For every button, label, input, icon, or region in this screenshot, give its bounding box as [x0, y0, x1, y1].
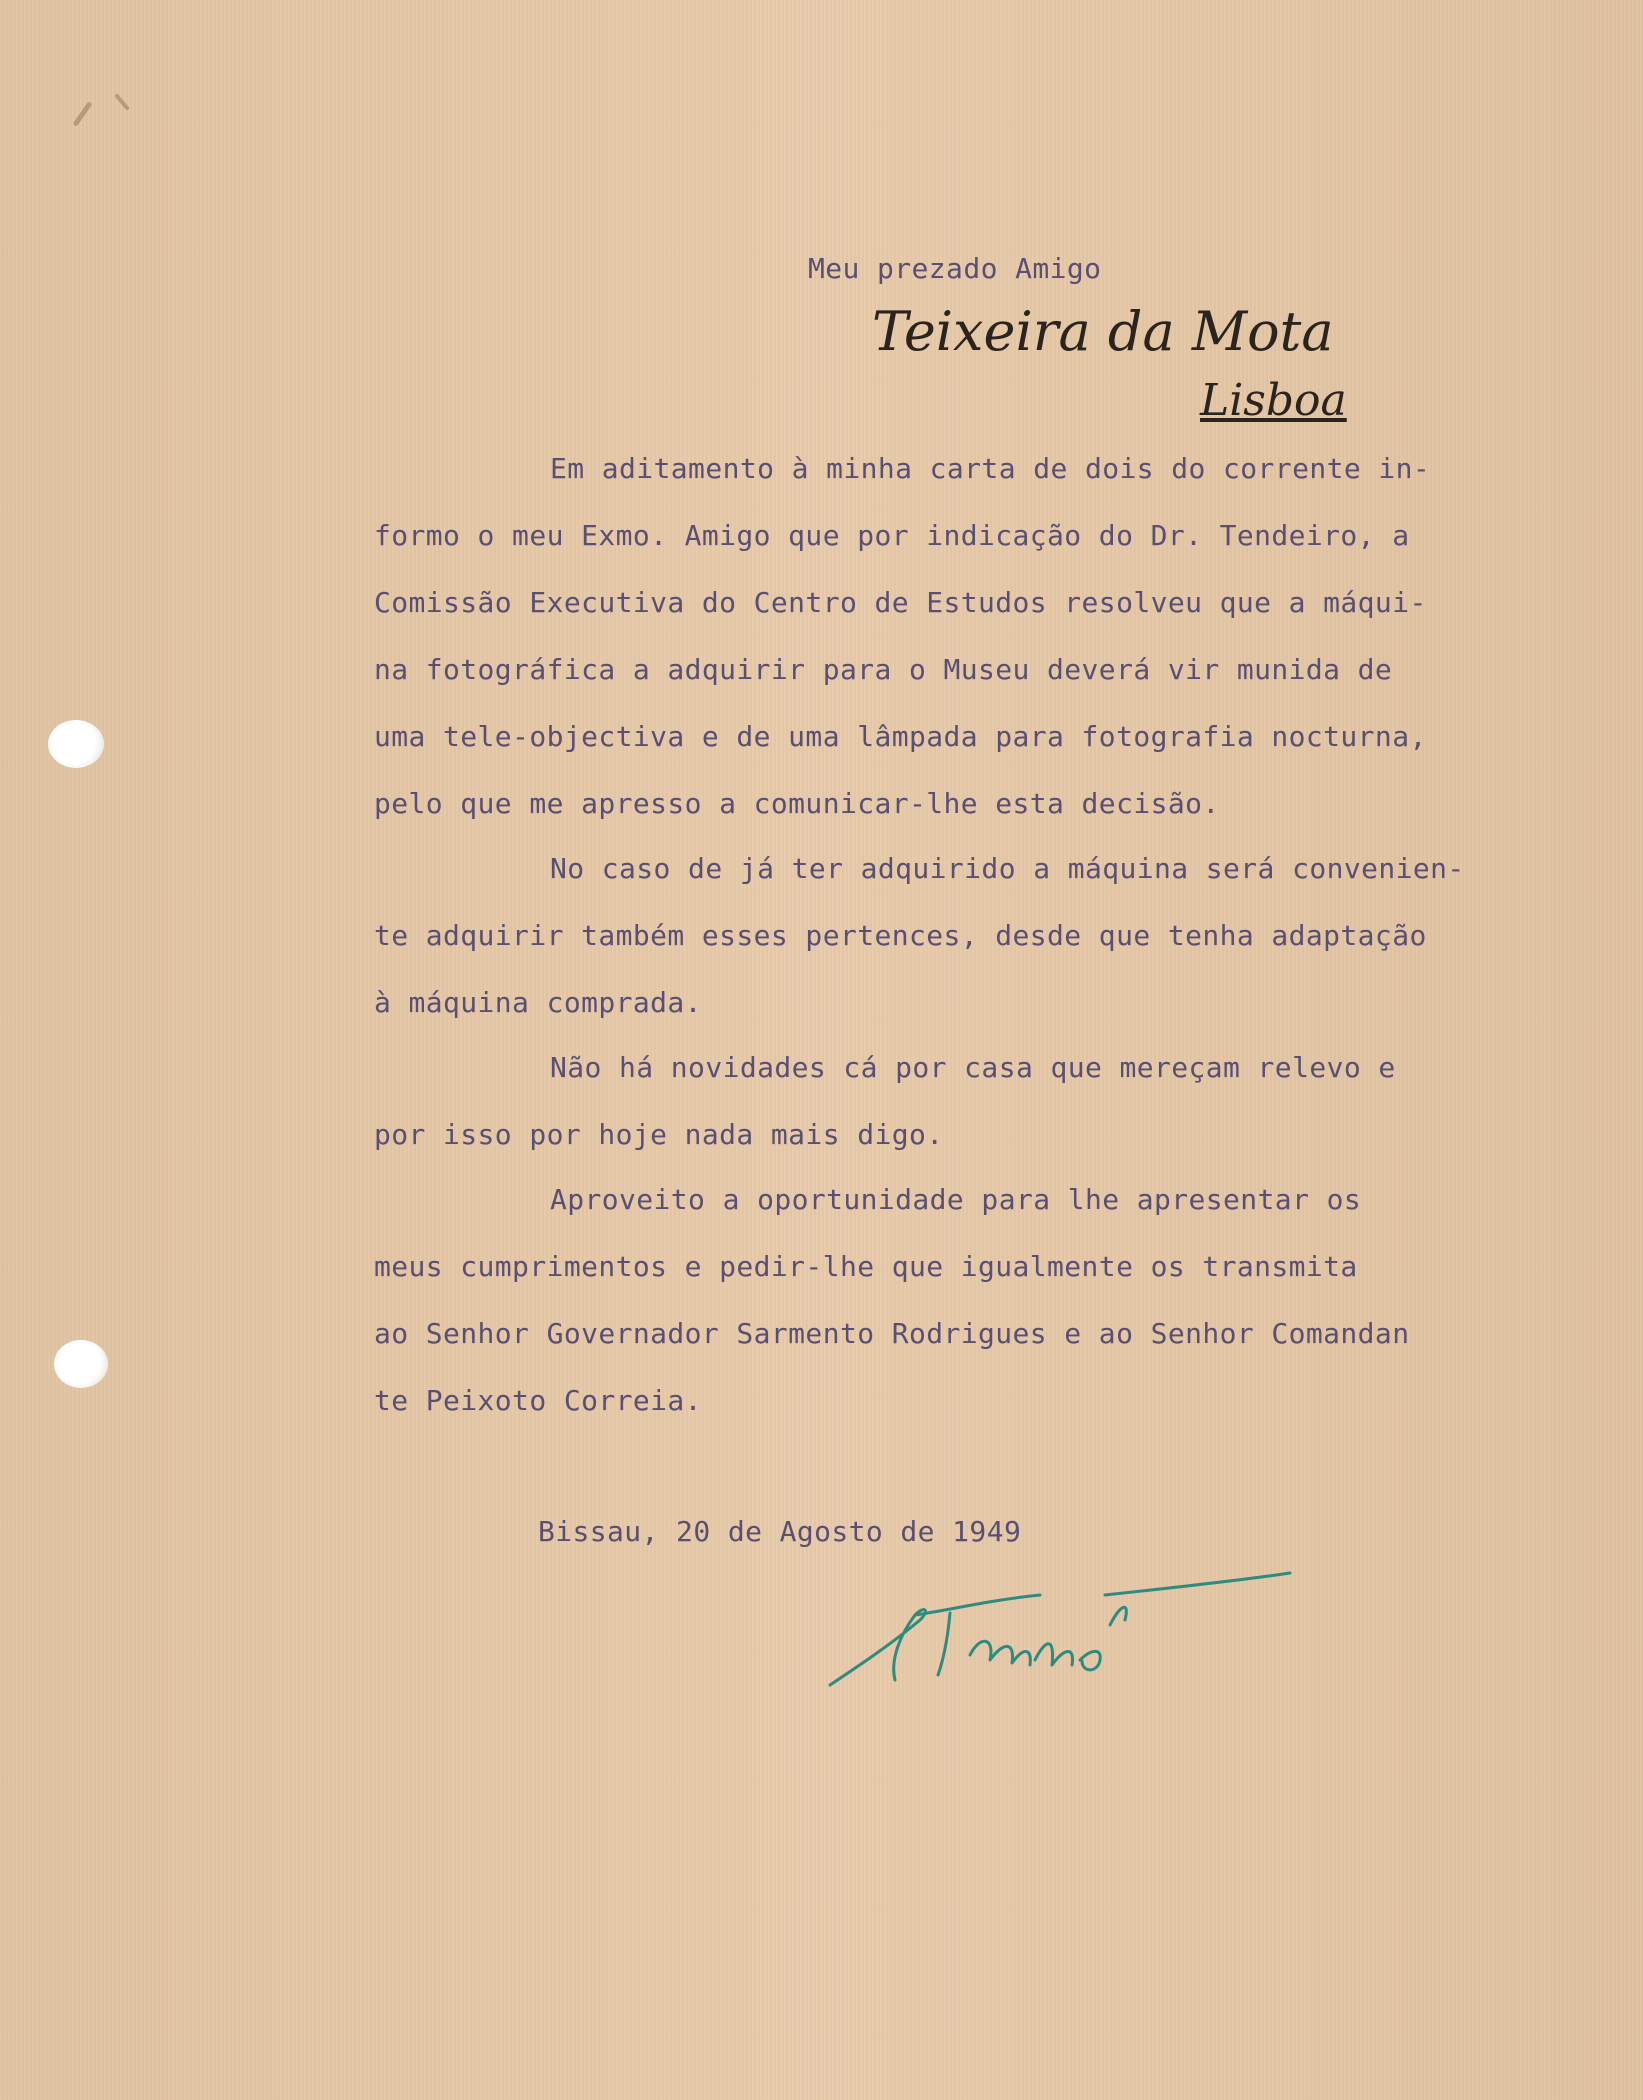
- recipient-place: Lisboa: [1200, 375, 1347, 426]
- body-line: à máquina comprada.: [374, 986, 702, 1019]
- body-line: Aproveito a oportunidade para lhe apresentar os: [550, 1183, 1362, 1216]
- body-line: pelo que me apresso a comunicar-lhe esta decisão.: [374, 787, 1220, 820]
- body-line: formo o meu Exmo. Amigo que por indicação do Dr. Tendeiro, a: [374, 519, 1410, 552]
- body-line: meus cumprimentos e pedir-lhe que igualmente os transmita: [374, 1250, 1358, 1283]
- date-line: Bissau, 20 de Agosto de 1949: [538, 1515, 1022, 1548]
- body-line: ao Senhor Governador Sarmento Rodrigues e ao Senhor Comandan: [374, 1317, 1410, 1350]
- body-line: na fotográfica a adquirir para o Museu deverá vir munida de: [374, 653, 1393, 686]
- paper-mark: [72, 101, 92, 127]
- body-line: te adquirir também esses pertences, desde que tenha adaptação: [374, 919, 1427, 952]
- body-line: Comissão Executiva do Centro de Estudos resolveu que a máqui-: [374, 586, 1427, 619]
- body-line: te Peixoto Correia.: [374, 1384, 702, 1417]
- recipient-name: Teixeira da Mota: [872, 300, 1334, 363]
- paper-mark: [114, 93, 130, 111]
- body-line: No caso de já ter adquirido a máquina será convenien-: [550, 852, 1465, 885]
- body-line: Em aditamento à minha carta de dois do corrente in-: [550, 452, 1431, 485]
- punch-hole-upper: [48, 720, 104, 768]
- body-line: Não há novidades cá por casa que mereçam relevo e: [550, 1051, 1396, 1084]
- salutation: Meu prezado Amigo: [808, 252, 1102, 285]
- signature: [820, 1565, 1340, 1705]
- body-line: por isso por hoje nada mais digo.: [374, 1118, 944, 1151]
- body-line: uma tele-objectiva e de uma lâmpada para fotografia nocturna,: [374, 720, 1427, 753]
- punch-hole-lower: [54, 1340, 108, 1388]
